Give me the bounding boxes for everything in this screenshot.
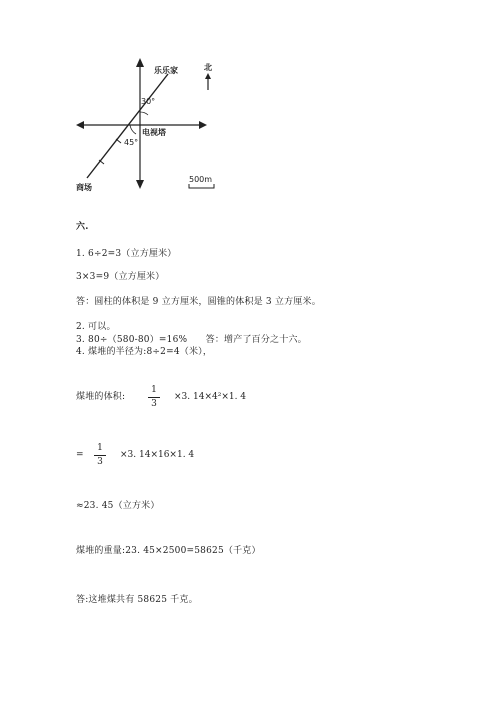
right-arrow-icon [199,121,207,129]
fraction-one-third [148,385,160,410]
answer-line-2: 3×3=9（立方厘米） [76,272,165,282]
equals-expression: ×3. 14×16×1. 4 [120,450,195,460]
fraction-denominator: 3 [97,457,103,467]
angle-top-label: 30° [141,97,156,106]
home-label: 乐乐家 [154,66,178,75]
fraction-one-third [94,443,106,468]
down-arrow-icon [136,180,144,189]
answer-line-5: 3. 80÷（580-80）=16% 答：增产了百分之十六。 [76,335,307,345]
weight-line: 煤堆的重量:23. 45×2500=58625（千克） [76,546,261,556]
scale-bar [189,184,214,188]
answer-line-6: 4. 煤堆的半径为:8÷2=4（米）， [76,347,213,357]
approx-result: ≈23. 45（立方米） [76,501,160,511]
tower-label: 电视塔 [142,128,166,137]
answer-line-3: 答：圆柱的体积是 9 立方厘米，圆锥的体积是 3 立方厘米。 [76,297,321,307]
fraction-bar [148,397,160,398]
volume-expression: ×3. 14×4²×1. 4 [174,392,247,402]
fraction-numerator: 1 [151,385,157,395]
fraction-numerator: 1 [97,443,103,453]
final-answer: 答:这堆煤共有 58625 千克。 [76,595,198,605]
up-arrow-icon [136,58,144,67]
fraction-bar [94,455,106,456]
section-title: 六. [76,222,89,232]
left-arrow-icon [76,121,84,129]
angle-bottom-label: 45° [124,138,139,147]
north-arrow-icon [205,73,211,79]
fraction-denominator: 3 [151,399,157,409]
answer-line-1: 1. 6÷2=3（立方厘米） [76,249,177,259]
angle-arc-top [140,112,148,115]
scale-label: 500m [189,175,213,184]
north-label: 北 [204,63,212,72]
direction-diagram [0,0,500,200]
angle-arc-bottom [130,125,136,134]
equals-sign: = [76,450,84,460]
answer-line-4: 2. 可以。 [76,322,116,332]
route-tick [116,139,121,143]
volume-label: 煤堆的体积: [76,392,126,402]
route-line [87,74,168,178]
mall-label: 商场 [76,183,92,192]
